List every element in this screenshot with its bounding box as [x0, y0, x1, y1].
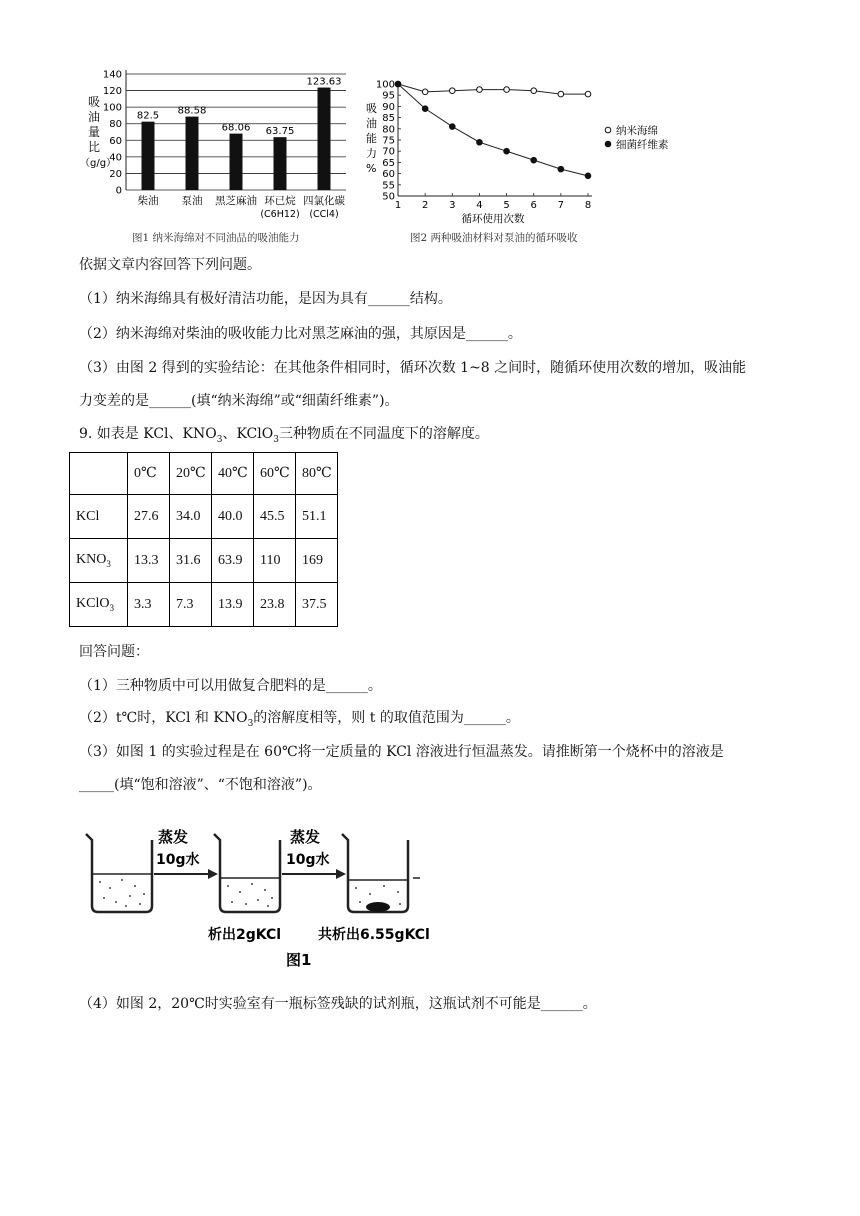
fig2-legend-marker [605, 141, 611, 147]
fig1-value-label: 63.75 [265, 126, 295, 138]
table-header-cell: 0℃ [128, 453, 170, 495]
table-cell: 169 [296, 539, 338, 583]
fig2-point-cellulose [585, 173, 591, 179]
fig1-category-label: 泵油 [181, 195, 203, 207]
fig1-ylabel-unit: （g/g） [80, 158, 117, 169]
fig2-ytick-label: 85 [382, 113, 395, 125]
arrow-2 [282, 869, 346, 879]
question-9-stem: 9. 如表是 KCl、$KNO_3$、KClO$_3$三种物质在不同温度下的溶解度。 [79, 426, 489, 445]
arrow-1 [154, 869, 218, 879]
question-3-line2: 力变差的是______(填“纳米海绵”或“细菌纤维素”)。 [79, 393, 399, 409]
fig2-ytick-label: 60 [382, 169, 395, 181]
fig2-series-line [398, 84, 588, 176]
figure-2 [362, 72, 692, 248]
fig2-point-cellulose [504, 148, 510, 154]
table-cell: 7.3 [170, 583, 212, 627]
fig1-bar [318, 88, 331, 190]
fig1-bar [142, 122, 155, 190]
fig2-point-sponge [504, 87, 510, 93]
fig1-ylabel-char: 油 [88, 110, 101, 124]
fig2-point-sponge [558, 91, 564, 97]
fig1-bar-chart [80, 66, 360, 226]
fig2-ylabel-char: 能 [366, 132, 377, 145]
question-1: （1）纳米海绵具有极好清洁功能，是因为具有______结构。 [79, 291, 452, 307]
fig1-category-label: 四氯化碳 [303, 195, 345, 207]
table-cell: 51.1 [296, 495, 338, 539]
table-cell: 27.6 [128, 495, 170, 539]
precipitate [366, 902, 390, 912]
answer-3-line2: _____(填“饱和溶液”、“不饱和溶液”)。 [79, 777, 322, 793]
table-cell: 40.0 [212, 495, 254, 539]
fig2-point-cellulose [449, 124, 455, 130]
fig1-category-label: 环已烷 [264, 195, 296, 207]
fig2-ylabel-char: 吸 [366, 102, 377, 115]
fig1-bar [186, 117, 199, 190]
fig2-ytick-label: 75 [382, 135, 395, 147]
beaker-2 [214, 834, 280, 912]
fig1-ylabel-char: 量 [88, 125, 101, 139]
fig1-ytick-label: 140 [102, 69, 122, 81]
question-2: （2）纳米海绵对柴油的吸收能力比对黑芝麻油的强，其原因是______。 [79, 326, 522, 342]
fig2-ylabel-char: 力 [366, 147, 377, 160]
fig2-xtick-label: 3 [449, 200, 456, 211]
table-cell: 31.6 [170, 539, 212, 583]
fig2-xtick-label: 8 [584, 200, 592, 211]
note-2: 共析出6.55gKCl [318, 927, 430, 943]
fig2-legend-marker [605, 127, 611, 133]
fig2-point-cellulose [395, 81, 401, 87]
table-cell: 3.3 [128, 583, 170, 627]
fig1-value-label: 82.5 [136, 110, 160, 122]
fig1-ylabel-char: 吸 [88, 95, 101, 109]
answer-intro: 回答问题： [79, 644, 149, 660]
arrow-2-top-label: 蒸发 [290, 828, 321, 846]
fig2-xtick-label: 1 [394, 200, 402, 211]
fig2-ytick-label: 50 [382, 191, 395, 203]
table-cell: 37.5 [296, 583, 338, 627]
fig1-bar [230, 134, 243, 190]
fig2-point-cellulose [422, 106, 428, 112]
fig2-ytick-label: 100 [375, 79, 395, 91]
table-cell: 34.0 [170, 495, 212, 539]
table-header-cell [70, 453, 128, 495]
table-row-kclo3 [70, 583, 338, 627]
fig2-xtick-label: 6 [530, 200, 537, 211]
fig1-value-label: 68.06 [221, 122, 251, 134]
fig2-line-chart [362, 72, 692, 224]
fig2-point-sponge [449, 88, 455, 94]
fig2-point-cellulose [531, 157, 537, 163]
beaker-figure-caption: 图1 [286, 951, 312, 968]
fig1-ylabel-char: 比 [88, 140, 101, 154]
fig2-ytick-label: 65 [382, 157, 395, 169]
arrow-2-bottom-label: 10g水 [286, 852, 330, 868]
beaker-3 [342, 834, 408, 912]
answer-3-line1: （3）如图 1 的实验过程是在 60℃将一定质量的 KCl 溶液进行恒温蒸发。请推断第一个烧杯中的溶液是 [79, 744, 724, 760]
fig1-ytick-label: 100 [102, 102, 122, 114]
fig2-ytick-label: 90 [382, 101, 395, 113]
row-label: KCl [70, 495, 128, 539]
solubility-table [69, 452, 338, 627]
fig2-point-sponge [531, 88, 537, 94]
fig2-xtick-label: 7 [557, 200, 565, 211]
fig2-point-sponge [585, 91, 591, 97]
arrow-1-bottom-label: 10g水 [156, 852, 200, 868]
table-cell: 110 [254, 539, 296, 583]
fig1-ytick-label: 0 [115, 185, 122, 197]
table-header-cell: 60℃ [254, 453, 296, 495]
fig2-point-cellulose [477, 139, 483, 145]
fig1-bar [274, 137, 287, 190]
fig1-caption: 图1 纳米海绵对不同油品的吸油能力 [132, 232, 300, 244]
fig2-point-sponge [477, 87, 483, 93]
row-label: KClO$_3$ [70, 583, 128, 627]
table-cell: 13.9 [212, 583, 254, 627]
answer-1: （1）三种物质中可以用做复合肥料的是______。 [79, 678, 382, 694]
fig1-category-sublabel: (C6H12) [260, 209, 300, 220]
table-row-kno3 [70, 539, 338, 583]
fig2-xtick-label: 5 [503, 200, 510, 211]
question-3-line1: （3）由图 2 得到的实验结论：在其他条件相同时，循环次数 1~8 之间时，随循环使用次数的增加，吸油能 [79, 360, 747, 376]
fig1-ytick-label: 120 [102, 86, 122, 98]
fig1-ytick-label: 80 [109, 119, 122, 131]
fig2-ytick-label: 70 [382, 146, 395, 158]
fig1-category-label: 黑芝麻油 [215, 195, 257, 207]
fig1-value-label: 123.63 [306, 76, 342, 88]
fig2-xlabel: 循环使用次数 [461, 213, 525, 224]
fig1-category-label: 柴油 [137, 195, 159, 207]
fig2-ylabel-char: % [366, 162, 377, 175]
fig2-legend-label: 纳米海绵 [616, 125, 658, 137]
fig2-xtick-label: 2 [421, 200, 429, 211]
fig2-xtick-label: 4 [476, 200, 483, 211]
table-header-cell: 20℃ [170, 453, 212, 495]
intro-text: 依据文章内容回答下列问题。 [79, 257, 261, 273]
answer-4: （4）如图 2，20℃时实验室有一瓶标签残缺的试剂瓶，这瓶试剂不可能是______。 [79, 996, 597, 1012]
beaker-1 [86, 834, 152, 912]
fig2-ytick-label: 95 [382, 90, 395, 102]
fig2-point-cellulose [558, 166, 564, 172]
figure-1 [80, 66, 360, 246]
table-header-cell: 40℃ [212, 453, 254, 495]
table-cell: 63.9 [212, 539, 254, 583]
row-label: $KNO_3$ [70, 539, 128, 583]
table-cell: 23.8 [254, 583, 296, 627]
fig2-ytick-label: 80 [382, 124, 395, 136]
table-header-cell: 80℃ [296, 453, 338, 495]
fig1-ytick-label: 20 [109, 168, 122, 180]
answer-2: （2）t℃时，KCl 和 $KNO_3$的溶解度相等，则 t 的取值范围为______。 [79, 710, 520, 729]
fig2-ytick-label: 55 [382, 180, 395, 192]
beaker-figure [80, 818, 460, 968]
fig1-ytick-label: 40 [109, 152, 122, 164]
fig2-legend-label: 细菌纤维素 [616, 139, 669, 151]
table-cell: 45.5 [254, 495, 296, 539]
fig1-ytick-label: 60 [109, 135, 122, 147]
table-cell: 13.3 [128, 539, 170, 583]
note-1: 析出2gKCl [208, 927, 282, 943]
fig2-caption: 图2 两种吸油材料对泵油的循环吸收 [410, 232, 578, 244]
fig2-ylabel-char: 油 [366, 117, 377, 130]
table-header-row [70, 453, 338, 495]
table-row-kcl [70, 495, 338, 539]
arrow-1-top-label: 蒸发 [158, 828, 189, 846]
fig1-category-sublabel: (CCl4) [309, 209, 339, 220]
fig1-value-label: 88.58 [177, 105, 207, 117]
fig2-point-sponge [422, 89, 428, 95]
